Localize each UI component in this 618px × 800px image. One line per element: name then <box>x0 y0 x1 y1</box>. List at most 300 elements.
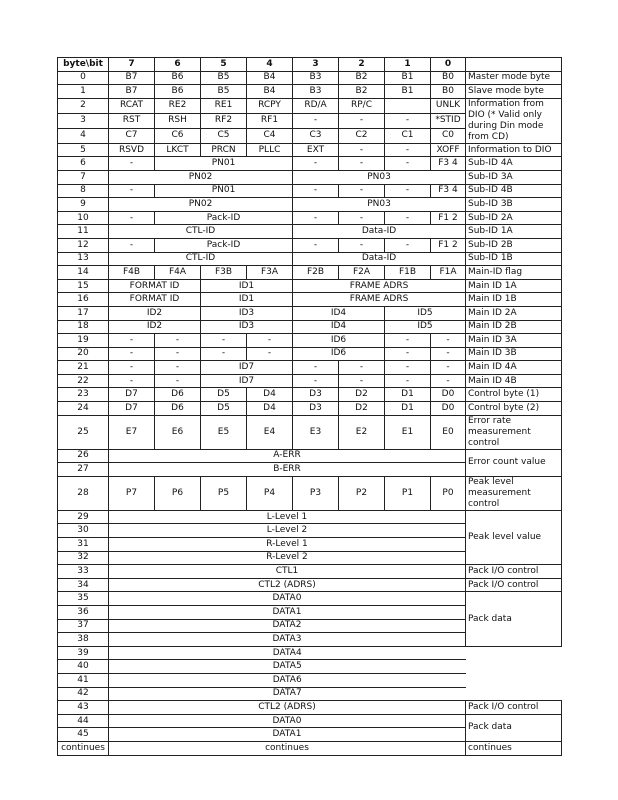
byte-number-cell: 45 <box>58 728 109 742</box>
description-cell: Main ID 4B <box>466 374 562 388</box>
description-cell: Slave mode byte <box>466 85 562 99</box>
table-cell: - <box>293 184 339 198</box>
table-cell: B6 <box>155 71 201 85</box>
table-row <box>58 476 562 510</box>
table-row <box>58 157 562 171</box>
byte-number-cell: 15 <box>58 279 109 293</box>
table-cell: - <box>247 334 293 348</box>
table-cell: - <box>109 347 155 361</box>
table-row <box>58 578 562 592</box>
table-cell <box>466 646 562 700</box>
table-cell: UNLK <box>431 98 466 113</box>
table-cell: - <box>155 361 201 375</box>
table-cell: A-ERR <box>109 449 466 463</box>
table-cell: P2 <box>339 476 385 510</box>
byte-number-cell: 19 <box>58 334 109 348</box>
table-cell: P0 <box>431 476 466 510</box>
table-row <box>58 238 562 252</box>
table-row <box>58 741 562 755</box>
byte-number-cell: 26 <box>58 449 109 463</box>
table-cell: D5 <box>201 402 247 416</box>
byte-number-cell: 30 <box>58 524 109 538</box>
table-cell: P7 <box>109 476 155 510</box>
table-cell: PN02 <box>109 198 293 212</box>
table-cell: C1 <box>385 128 431 143</box>
table-row <box>58 334 562 348</box>
header-bit-3: 3 <box>293 58 339 72</box>
header-bit-6: 6 <box>155 58 201 72</box>
byte-number-cell: 16 <box>58 293 109 307</box>
table-cell: - <box>293 113 339 128</box>
table-cell: - <box>385 113 431 128</box>
table-cell: D2 <box>339 402 385 416</box>
table-cell: B5 <box>201 71 247 85</box>
table-cell: ID3 <box>201 320 293 334</box>
byte-number-cell: 25 <box>58 415 109 449</box>
table-cell: F1B <box>385 266 431 280</box>
byte-number-cell: 27 <box>58 463 109 477</box>
table-cell: D1 <box>385 402 431 416</box>
table-cell: Data-ID <box>293 252 466 266</box>
description-cell: Control byte (1) <box>466 388 562 402</box>
table-row <box>58 198 562 212</box>
table-cell: B3 <box>293 85 339 99</box>
table-row <box>58 170 562 184</box>
byte-number-cell: 18 <box>58 320 109 334</box>
byte-number-cell: 24 <box>58 402 109 416</box>
table-cell: - <box>339 113 385 128</box>
table-cell: - <box>109 361 155 375</box>
table-cell: - <box>293 374 339 388</box>
table-cell: ID5 <box>385 306 466 320</box>
table-cell: PN01 <box>155 184 293 198</box>
description-cell: Sub-ID 1A <box>466 225 562 239</box>
description-cell: Control byte (2) <box>466 402 562 416</box>
byte-number-cell: 21 <box>58 361 109 375</box>
byte-number-cell: 10 <box>58 211 109 225</box>
table-row <box>58 85 562 99</box>
table-cell: R-Level 1 <box>109 538 466 552</box>
description-cell: Main ID 2B <box>466 320 562 334</box>
table-cell: RSVD <box>109 143 155 157</box>
table-cell: D7 <box>109 402 155 416</box>
table-cell: C5 <box>201 128 247 143</box>
table-cell: F4B <box>109 266 155 280</box>
table-cell: ID7 <box>201 374 293 388</box>
table-cell: B3 <box>293 71 339 85</box>
byte-number-cell: 17 <box>58 306 109 320</box>
header-bit-5: 5 <box>201 58 247 72</box>
table-cell: - <box>293 211 339 225</box>
table-row <box>58 184 562 198</box>
table-cell: DATA2 <box>109 619 466 633</box>
description-cell: Sub-ID 1B <box>466 252 562 266</box>
table-cell: B-ERR <box>109 463 466 477</box>
table-row <box>58 646 562 660</box>
table-cell: - <box>109 157 155 171</box>
table-cell: F3A <box>247 266 293 280</box>
table-cell: DATA6 <box>109 673 466 687</box>
table-cell: F3 4 <box>431 157 466 171</box>
table-cell: E0 <box>431 415 466 449</box>
byte-number-cell: 42 <box>58 687 109 701</box>
table-cell: E5 <box>201 415 247 449</box>
table-cell <box>385 98 431 113</box>
table-cell: D3 <box>293 402 339 416</box>
table-cell: B5 <box>201 85 247 99</box>
description-cell: Sub-ID 3B <box>466 198 562 212</box>
table-cell: DATA5 <box>109 660 466 674</box>
table-cell: ID1 <box>201 293 293 307</box>
table-cell: Pack-ID <box>155 238 293 252</box>
table-cell: CTL-ID <box>109 225 293 239</box>
table-cell: C4 <box>247 128 293 143</box>
byte-number-cell: 14 <box>58 266 109 280</box>
table-cell: - <box>339 374 385 388</box>
table-row <box>58 449 562 463</box>
header-bit-2: 2 <box>339 58 385 72</box>
table-cell: PN03 <box>293 198 466 212</box>
table-cell: PLLC <box>247 143 293 157</box>
byte-number-cell: 6 <box>58 157 109 171</box>
table-cell: CTL1 <box>109 565 466 579</box>
byte-number-cell: 38 <box>58 633 109 647</box>
table-cell: DATA1 <box>109 606 466 620</box>
table-cell: D6 <box>155 402 201 416</box>
table-cell: - <box>109 184 155 198</box>
description-cell: Pack data <box>466 714 562 741</box>
table-cell: - <box>109 334 155 348</box>
byte-number-cell: 43 <box>58 701 109 715</box>
table-cell: ID6 <box>293 334 385 348</box>
table-cell: LKCT <box>155 143 201 157</box>
table-cell: - <box>339 184 385 198</box>
register-map-table <box>57 57 562 756</box>
description-cell: Sub-ID 4A <box>466 157 562 171</box>
table-cell: ID4 <box>293 320 385 334</box>
table-row <box>58 252 562 266</box>
byte-number-cell: 13 <box>58 252 109 266</box>
table-cell: - <box>431 374 466 388</box>
table-cell: D4 <box>247 388 293 402</box>
table-cell: DATA7 <box>109 687 466 701</box>
byte-number-cell: 39 <box>58 646 109 660</box>
description-cell: Error rate measurement control <box>466 415 562 449</box>
table-cell: - <box>385 334 431 348</box>
table-cell: RF2 <box>201 113 247 128</box>
table-cell: PN01 <box>155 157 293 171</box>
description-cell: Sub-ID 2A <box>466 211 562 225</box>
byte-number-cell: 3 <box>58 113 109 128</box>
table-cell: ID6 <box>293 347 385 361</box>
table-cell: C0 <box>431 128 466 143</box>
table-cell: P5 <box>201 476 247 510</box>
table-cell: PRCN <box>201 143 247 157</box>
table-cell: B0 <box>431 85 466 99</box>
header-bit-7: 7 <box>109 58 155 72</box>
table-cell: ID2 <box>109 306 201 320</box>
table-cell: - <box>385 211 431 225</box>
table-cell: P4 <box>247 476 293 510</box>
table-row <box>58 71 562 85</box>
table-cell: D1 <box>385 388 431 402</box>
table-row <box>58 388 562 402</box>
byte-number-cell: 32 <box>58 551 109 565</box>
table-cell: F1 2 <box>431 238 466 252</box>
table-cell: - <box>247 347 293 361</box>
table-cell: F4A <box>155 266 201 280</box>
table-cell: RF1 <box>247 113 293 128</box>
table-row <box>58 293 562 307</box>
table-cell: - <box>385 347 431 361</box>
description-cell: Master mode byte <box>466 71 562 85</box>
table-cell: B7 <box>109 85 155 99</box>
description-cell: Information from DIO (* Valid only during Din mode from CD) <box>466 98 562 143</box>
table-cell: - <box>201 334 247 348</box>
byte-number-cell: 20 <box>58 347 109 361</box>
table-cell: XOFF <box>431 143 466 157</box>
table-cell: P3 <box>293 476 339 510</box>
table-cell: DATA3 <box>109 633 466 647</box>
byte-number-cell: 40 <box>58 660 109 674</box>
byte-number-cell: 4 <box>58 128 109 143</box>
table-cell: - <box>293 157 339 171</box>
table-cell: E1 <box>385 415 431 449</box>
table-cell: - <box>385 374 431 388</box>
table-cell: D5 <box>201 388 247 402</box>
table-cell: - <box>385 157 431 171</box>
table-row <box>58 266 562 280</box>
description-cell: Peak level measurement control <box>466 476 562 510</box>
byte-number-cell: 31 <box>58 538 109 552</box>
table-row <box>58 143 562 157</box>
table-cell: C7 <box>109 128 155 143</box>
table-cell: DATA0 <box>109 592 466 606</box>
header-bit-4: 4 <box>247 58 293 72</box>
register-map-body <box>58 71 562 755</box>
table-cell: D6 <box>155 388 201 402</box>
table-cell: - <box>155 374 201 388</box>
byte-number-cell: 37 <box>58 619 109 633</box>
table-cell: - <box>109 374 155 388</box>
table-cell: RD/A <box>293 98 339 113</box>
byte-number-cell: 34 <box>58 578 109 592</box>
description-cell: continues <box>466 741 562 755</box>
table-cell: D0 <box>431 388 466 402</box>
table-cell: B2 <box>339 71 385 85</box>
table-cell: - <box>155 334 201 348</box>
table-cell: F1A <box>431 266 466 280</box>
table-cell: B4 <box>247 85 293 99</box>
table-cell: - <box>339 143 385 157</box>
table-cell: D4 <box>247 402 293 416</box>
byte-number-cell: 22 <box>58 374 109 388</box>
table-cell: C2 <box>339 128 385 143</box>
description-cell: Pack I/O control <box>466 701 562 715</box>
table-cell: PN03 <box>293 170 466 184</box>
table-cell: D2 <box>339 388 385 402</box>
description-cell: Main ID 3B <box>466 347 562 361</box>
table-cell: ID5 <box>385 320 466 334</box>
table-cell: - <box>431 334 466 348</box>
description-cell: Peak level value <box>466 510 562 564</box>
table-cell: B4 <box>247 71 293 85</box>
byte-number-cell: 44 <box>58 714 109 728</box>
byte-number-cell: 36 <box>58 606 109 620</box>
table-cell: P6 <box>155 476 201 510</box>
byte-number-cell: 9 <box>58 198 109 212</box>
table-row <box>58 592 562 606</box>
table-cell: - <box>339 361 385 375</box>
description-cell: Error count value <box>466 449 562 476</box>
table-cell: - <box>431 361 466 375</box>
description-cell: Information to DIO <box>466 143 562 157</box>
table-cell: D0 <box>431 402 466 416</box>
table-cell: RP/C <box>339 98 385 113</box>
table-cell: RST <box>109 113 155 128</box>
table-cell: E6 <box>155 415 201 449</box>
table-row <box>58 347 562 361</box>
description-cell: Pack I/O control <box>466 565 562 579</box>
table-cell: E7 <box>109 415 155 449</box>
table-cell: L-Level 2 <box>109 524 466 538</box>
table-cell: C3 <box>293 128 339 143</box>
table-row <box>58 714 562 728</box>
byte-number-cell: 0 <box>58 71 109 85</box>
table-cell: R-Level 2 <box>109 551 466 565</box>
description-cell: Main ID 3A <box>466 334 562 348</box>
table-row <box>58 374 562 388</box>
table-cell: RCPY <box>247 98 293 113</box>
table-cell: B0 <box>431 71 466 85</box>
table-row <box>58 565 562 579</box>
table-cell: CTL2 (ADRS) <box>109 578 466 592</box>
description-cell: Main ID 4A <box>466 361 562 375</box>
table-row <box>58 320 562 334</box>
table-cell: *STID <box>431 113 466 128</box>
description-cell: Sub-ID 3A <box>466 170 562 184</box>
table-cell: RSH <box>155 113 201 128</box>
table-cell: B7 <box>109 71 155 85</box>
table-cell: - <box>339 157 385 171</box>
description-cell: Main ID 1A <box>466 279 562 293</box>
table-cell: F2A <box>339 266 385 280</box>
table-row <box>58 211 562 225</box>
table-cell: B1 <box>385 71 431 85</box>
header-byte-bit: byte\bit <box>58 58 109 72</box>
table-cell: - <box>109 238 155 252</box>
table-cell: - <box>201 347 247 361</box>
byte-number-cell: 1 <box>58 85 109 99</box>
table-cell: ID7 <box>201 361 293 375</box>
table-cell: Pack-ID <box>155 211 293 225</box>
byte-number-cell: continues <box>58 741 109 755</box>
table-cell: F1 2 <box>431 211 466 225</box>
header-bit-0: 0 <box>431 58 466 72</box>
table-cell: - <box>385 238 431 252</box>
byte-number-cell: 2 <box>58 98 109 113</box>
description-cell: Sub-ID 2B <box>466 238 562 252</box>
table-cell: DATA0 <box>109 714 466 728</box>
table-cell: B6 <box>155 85 201 99</box>
table-cell: Data-ID <box>293 225 466 239</box>
table-row <box>58 98 562 113</box>
table-cell: - <box>293 361 339 375</box>
table-cell: - <box>109 211 155 225</box>
description-cell: Main ID 2A <box>466 306 562 320</box>
table-cell: F3B <box>201 266 247 280</box>
table-cell: - <box>339 211 385 225</box>
byte-number-cell: 41 <box>58 673 109 687</box>
description-cell: Pack data <box>466 592 562 646</box>
table-row <box>58 225 562 239</box>
byte-number-cell: 28 <box>58 476 109 510</box>
table-cell: B2 <box>339 85 385 99</box>
table-cell: RCAT <box>109 98 155 113</box>
table-cell: RE1 <box>201 98 247 113</box>
table-cell: FORMAT ID <box>109 293 201 307</box>
table-row <box>58 279 562 293</box>
table-cell: D7 <box>109 388 155 402</box>
table-cell: ID1 <box>201 279 293 293</box>
table-header-row <box>58 58 562 72</box>
table-cell: DATA4 <box>109 646 466 660</box>
byte-number-cell: 8 <box>58 184 109 198</box>
table-row <box>58 510 562 524</box>
table-cell: - <box>385 361 431 375</box>
table-cell: C6 <box>155 128 201 143</box>
byte-number-cell: 11 <box>58 225 109 239</box>
byte-number-cell: 7 <box>58 170 109 184</box>
table-row <box>58 306 562 320</box>
byte-number-cell: 12 <box>58 238 109 252</box>
byte-number-cell: 29 <box>58 510 109 524</box>
table-cell: ID3 <box>201 306 293 320</box>
table-cell: CTL-ID <box>109 252 293 266</box>
table-cell: DATA1 <box>109 728 466 742</box>
table-cell: FORMAT ID <box>109 279 201 293</box>
table-cell: L-Level 1 <box>109 510 466 524</box>
table-cell: F2B <box>293 266 339 280</box>
table-cell: E4 <box>247 415 293 449</box>
byte-number-cell: 33 <box>58 565 109 579</box>
table-cell: - <box>293 238 339 252</box>
table-row <box>58 402 562 416</box>
table-cell: PN02 <box>109 170 293 184</box>
table-cell: continues <box>109 741 466 755</box>
table-cell: FRAME ADRS <box>293 279 466 293</box>
table-cell: P1 <box>385 476 431 510</box>
byte-number-cell: 5 <box>58 143 109 157</box>
table-cell: D3 <box>293 388 339 402</box>
table-cell: CTL2 (ADRS) <box>109 701 466 715</box>
table-cell: E2 <box>339 415 385 449</box>
table-cell: B1 <box>385 85 431 99</box>
table-row <box>58 701 562 715</box>
byte-number-cell: 35 <box>58 592 109 606</box>
byte-number-cell: 23 <box>58 388 109 402</box>
table-row <box>58 361 562 375</box>
description-cell: Sub-ID 4B <box>466 184 562 198</box>
table-cell: ID2 <box>109 320 201 334</box>
table-cell: - <box>155 347 201 361</box>
table-cell: F3 4 <box>431 184 466 198</box>
table-cell: - <box>385 143 431 157</box>
header-bit-1: 1 <box>385 58 431 72</box>
table-row <box>58 415 562 449</box>
table-cell: - <box>339 238 385 252</box>
table-cell: FRAME ADRS <box>293 293 466 307</box>
